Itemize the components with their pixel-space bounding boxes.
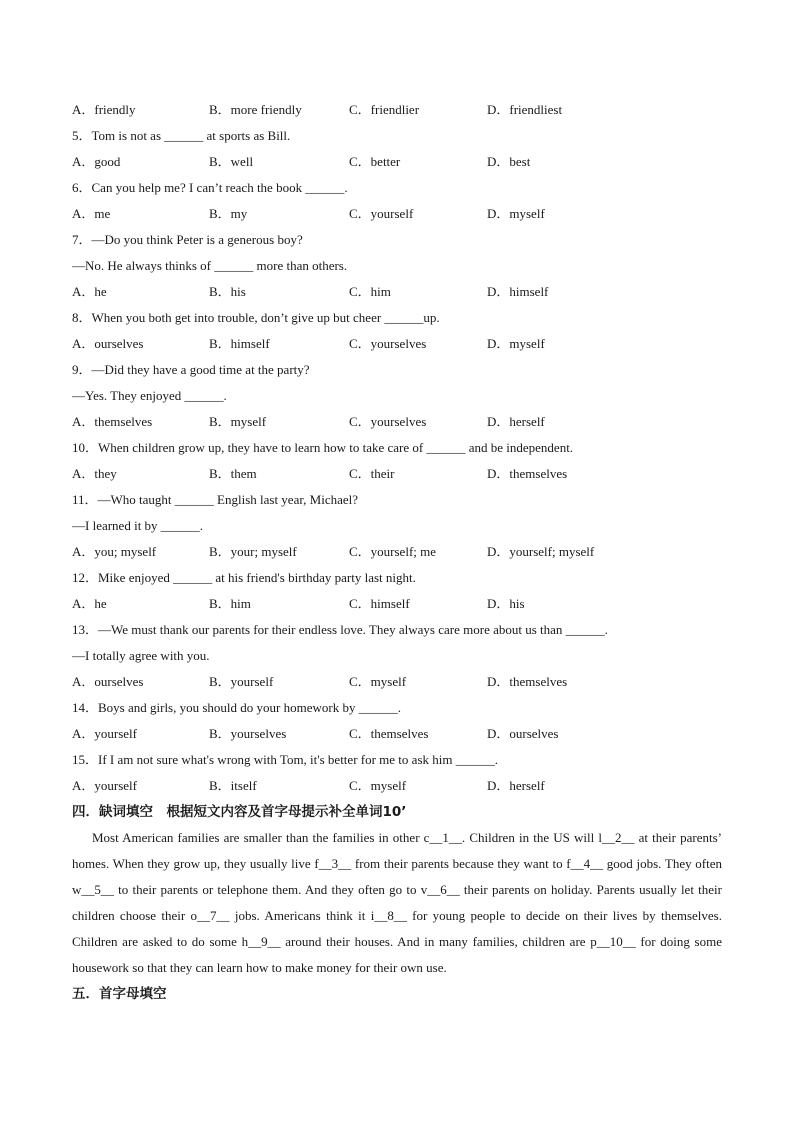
q4-option-a: A．friendly (72, 102, 136, 117)
q12-option-b: B．him (209, 596, 251, 611)
q9-option-d: D．herself (487, 414, 545, 429)
q13-reply: —I totally agree with you. (72, 648, 210, 663)
q14-option-a: A．yourself (72, 726, 137, 741)
q8-option-c: C．yourselves (349, 336, 427, 351)
q4-option-c: C．friendlier (349, 102, 420, 117)
q4-option-d: D．friendliest (487, 102, 563, 117)
q7-option-b: B．his (209, 284, 246, 299)
q5-stem: 5．Tom is not as ______ at sports as Bill. (72, 128, 291, 143)
q8-option-d: D．myself (487, 336, 545, 351)
q15-option-b: B．itself (209, 778, 257, 793)
q11-option-d: D．yourself; myself (487, 544, 595, 559)
q7-option-d: D．himself (487, 284, 549, 299)
q9-stem: 9．—Did they have a good time at the party? (72, 362, 310, 377)
section4-passage: Most American families are smaller than the families in other c__1__. Children in the US will l__2__ at their parents’ homes. When they grow up, they usually live f__3__ from their parents because they want to f__4__ good jobs. They often w__5__ to their parents or telephone them. And they often go to v__6__ their parents on holiday. Parents usually let their children choose their o__7__ jobs. Americans think it i__8__ for young people to decide on their lives by themselves. Children are asked to do some h__9__ around their houses. And in many families, children are p__10__ for doing some housework so that they can learn how to make money for their own use. (72, 830, 722, 975)
q7-stem: 7．—Do you think Peter is a generous boy? (72, 232, 303, 247)
q6-option-b: B．my (209, 206, 248, 221)
q15-option-d: D．herself (487, 778, 545, 793)
q6-option-a: A．me (72, 206, 111, 221)
q5-option-b: B．well (209, 154, 254, 169)
q13-option-b: B．yourself (209, 674, 274, 689)
q6-stem: 6．Can you help me? I can’t reach the book ______. (72, 180, 348, 195)
q6-option-c: C．yourself (349, 206, 414, 221)
section4-heading: 四．缺词填空 根据短文内容及首字母提示补全单词10’ (72, 804, 407, 820)
q12-option-d: D．his (487, 596, 525, 611)
q8-option-b: B．himself (209, 336, 270, 351)
q14-option-c: C．themselves (349, 726, 429, 741)
q10-option-a: A．they (72, 466, 117, 481)
q13-option-a: A．ourselves (72, 674, 144, 689)
q14-stem: 14．Boys and girls, you should do your homework by ______. (72, 700, 401, 715)
q9-reply: —Yes. They enjoyed ______. (72, 388, 227, 403)
q12-stem: 12．Mike enjoyed ______ at his friend's birthday party last night. (72, 570, 416, 585)
q11-option-b: B．your; myself (209, 544, 297, 559)
q7-option-c: C．him (349, 284, 391, 299)
q9-option-a: A．themselves (72, 414, 153, 429)
q9-option-b: B．myself (209, 414, 267, 429)
q11-option-a: A．you; myself (72, 544, 157, 559)
q13-option-d: D．themselves (487, 674, 568, 689)
q6-option-d: D．myself (487, 206, 545, 221)
q11-reply: —I learned it by ______. (72, 518, 204, 533)
q5-option-a: A．good (72, 154, 121, 169)
q11-stem: 11．—Who taught ______ English last year, Michael? (72, 492, 359, 507)
q13-option-c: C．myself (349, 674, 407, 689)
q5-option-d: D．best (487, 154, 531, 169)
q12-option-c: C．himself (349, 596, 410, 611)
q9-option-c: C．yourselves (349, 414, 427, 429)
section5-heading: 五．首字母填空 (72, 986, 167, 1002)
q12-option-a: A．he (72, 596, 107, 611)
q15-stem: 15．If I am not sure what's wrong with Tom, it's better for me to ask him ______. (72, 752, 498, 767)
q8-option-a: A．ourselves (72, 336, 144, 351)
q15-option-a: A．yourself (72, 778, 137, 793)
q10-option-d: D．themselves (487, 466, 568, 481)
q8-stem: 8．When you both get into trouble, don’t give up but cheer ______up. (72, 310, 440, 325)
q4-option-b: B．more friendly (209, 102, 302, 117)
q14-option-d: D．ourselves (487, 726, 559, 741)
q15-option-c: C．myself (349, 778, 407, 793)
q10-option-b: B．them (209, 466, 257, 481)
q10-stem: 10．When children grow up, they have to learn how to take care of ______ and be independent. (72, 440, 574, 455)
q7-reply: —No. He always thinks of ______ more than others. (72, 258, 348, 273)
q7-option-a: A．he (72, 284, 107, 299)
q14-option-b: B．yourselves (209, 726, 287, 741)
q13-stem: 13．—We must thank our parents for their endless love. They always care more about us than ______. (72, 622, 608, 637)
q11-option-c: C．yourself; me (349, 544, 437, 559)
q10-option-c: C．their (349, 466, 395, 481)
q5-option-c: C．better (349, 154, 401, 169)
